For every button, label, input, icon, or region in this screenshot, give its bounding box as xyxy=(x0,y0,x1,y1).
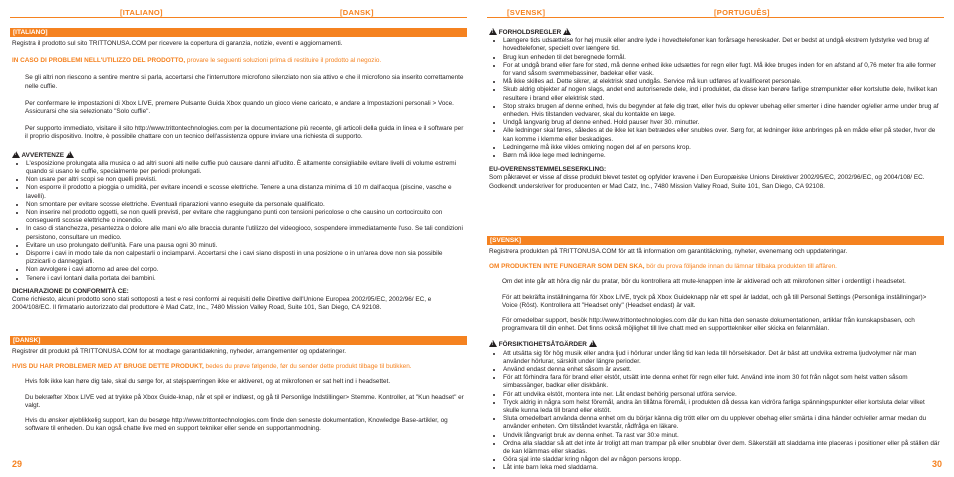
list-item: • In caso di stanchezza, pesantezza o dolore alle mani e/o alle braccia durante l'utilizzo del videogioco, sospendere immediatamente l'uso. Se tali condizioni persistono, consultare un medico. xyxy=(26,225,465,241)
warning-icon xyxy=(66,151,74,158)
header-dansk: [DANSK] xyxy=(340,8,374,17)
sv-problem-heading: OM PRODUKTEN INTE FUNGERAR SOM DEN SKA, xyxy=(489,263,645,271)
da-conformity-text: Som påkrævet er visse af disse produkt blevet testet og opfylder kravene i Den Europæiske Unions Direktiver 2002/95/EC, 2002/96/EC, og 2004/108/ EC. Godkendt underskriver for producenten er Mad Catz, Inc., 7480 Mission Valley Road, Suite 101, San Diego, CA 92108. xyxy=(489,174,925,190)
list-item: • Använd endast denna enhet såsom är avsett. xyxy=(503,366,942,374)
sv-problem-text: bör du prova följande innan du lämnar tillbaka produkten till affären. xyxy=(644,263,837,271)
list-item: • För att undvika elstöt, montera inte ner. Låt endast behörig personal utföra service. xyxy=(503,391,942,399)
list-item: • Att utsätta sig för hög musik eller andra ljud i hörlurar under lång tid kan leda till hörselskador. Det är bäst att undvika extrema ljudvolymer när man använder hörlurar, särskilt under längre perioder. xyxy=(503,350,942,366)
header-svensk: [SVENSK] xyxy=(507,8,546,17)
da-warning-list xyxy=(489,37,942,160)
section-bar-italiano: [ITALIANO] xyxy=(10,28,467,37)
list-item: • Skub aldrig objekter af nogen slags, andet end autoriserede dele, ind i produktet, da disse kan berøre farlige strømpunkter eller kortslutte dele, hvilket kan resultere i brand eller elektrisk stød. xyxy=(503,86,942,102)
dansk-content xyxy=(12,348,465,433)
list-item: • Undgå langvarig brug af denne enhed. Hold pauser hver 30. minutter. xyxy=(503,119,942,127)
page-number-right: 30 xyxy=(931,459,942,469)
list-item: • Ordna alla sladdar så att det inte är troligt att man trampar på eller snubblar över dem. Säkerställ att sladdarna inte placeras i positioner eller på ställen där de kan klämmas eller skadas. xyxy=(503,440,942,456)
list-item: • Göra sjal inte sladdar kring någon del av någon persons kropp. xyxy=(503,456,942,464)
warning-icon xyxy=(563,28,571,35)
list-item: • Låt inte barn leka med sladdarna. xyxy=(503,464,942,472)
list-item: • Non inserire nel prodotto oggetti, se non quelli previsti, per evitare che raggiungano punti con tensioni pericolose o che causino un cortocircuito con conseguenti scosse elettriche o incendio. xyxy=(26,209,465,225)
it-warning-title: AVVERTENZE xyxy=(21,151,65,159)
warning-icon xyxy=(589,340,597,347)
header-portugues: [PORTUGUÊS] xyxy=(714,8,770,17)
header-italiano: [ITALIANO] xyxy=(120,8,163,17)
da-conformity-title: EU-OVERENSSTEMMELSESERKLING: xyxy=(489,166,607,174)
it-problem-heading: IN CASO DI PROBLEMI NELL'UTILIZZO DEL PRODOTTO, xyxy=(12,57,186,65)
da-tip-1: Hvis folk ikke kan høre dig tale, skal du sørge for, at støjspærringen ikke er aktiveret, og at mikrofonen er sat helt ind i headsettet. xyxy=(25,378,391,386)
list-item: • Længere tids udsættelse for høj musik eller andre lyde i hovedtelefoner kan forårsage hereskader. Det er bedst at undgå ekstrem lydstyrke ved brug af hovedtelefoner, specielt over længere tid. xyxy=(503,37,942,53)
it-tip-2: Per confermare le impostazioni di Xbox LIVE, premere Pulsante Guida Xbox quando un gioco viene caricato, e andare a Impostazioni personali > Voce. Assicurarsi che sia selezionato "Solo cuffie". xyxy=(25,99,454,116)
sv-tip-2: För att bekräfta inställningarna för Xbox LIVE, tryck på Xbox Guideknapp när ett spel är laddat, och gå till Personal Settings (Personliga inställningar)> Voice (Röst). Kontrollera att "Headset only" (Headset endast) är valt. xyxy=(502,293,927,309)
list-item: • Non smontare per evitare scosse elettriche. Eventuali riparazioni vanno eseguite da personale qualificato. xyxy=(26,201,465,209)
section-bar-svensk: [SVENSK] xyxy=(487,236,944,245)
list-item: • Alle ledninger skal føres, således at de ikke let kan betrædes eller snubles over. Sørg for, at ledninger ikke anbringes på en måde eller på steder, hvor de kan komme i klemme eller beskadiges. xyxy=(503,127,942,143)
warning-icon xyxy=(489,340,497,347)
sv-tip-1: Om det inte går att höra dig när du pratar, bör du kontrollera att mute-knappen inte är aktiverad och att mikrofonen sitter i ordentligt i headsetet. xyxy=(502,278,906,286)
list-item: • För att förhindra fara för brand eller elstöt, utsätt inte denna enhet för regn eller fukt. Använd inte inom 30 fot från något som helst vatten såsom simbassänger, badkar eller diskbänk. xyxy=(503,374,942,390)
header-divider xyxy=(10,17,467,18)
da-warning-title: FORHOLDSREGLER xyxy=(498,29,562,36)
header-divider xyxy=(487,17,944,18)
list-item: • Ledningerne må ikke vikles omkring nogen del af en persons krop. xyxy=(503,144,942,152)
da-problem-text: bedes du prøve følgende, før du sender dette produkt tilbage til butikken. xyxy=(203,363,412,371)
list-item: • Sluta omedelbart använda denna enhet om du börjar känna dig trött eller om du upplever obehag eller smärta i dina händer och/eller armar medan du använder enheten. Om tillståndet kvarstår, rådfråga en läkare. xyxy=(503,415,942,431)
section-bar-dansk: [DANSK] xyxy=(10,336,467,345)
list-item: • Non esporre il prodotto a pioggia o umidità, per evitare incendi e scosse elettriche. Tenere a una distanza minima di 10 m dall'acqua (piscine, vasche e lavelli). xyxy=(26,184,465,200)
sv-register-text: Registrera produkten på TRITTONUSA.COM för att få information om garantitäckning, nyheter, evenemang och uppdateringar. xyxy=(489,248,848,255)
list-item: • Tenere i cavi lontani dalla portata dei bambini. xyxy=(26,275,465,283)
sv-tip-3: För omedelbar support, besök http://www.trittontechnologies.com där du kan hitta den senaste dokumentationen, artiklar från kunskapsbasen, och programvara till din enhet. Det finns också möjlighet till live chatt med en supporttekniker eller skicka en felanmälan. xyxy=(502,317,915,333)
warning-icon xyxy=(12,151,20,158)
list-item: • Evitare un uso prolungato dell'unità. Fare una pausa ogni 30 minuti. xyxy=(26,242,465,250)
svensk-content xyxy=(489,248,942,473)
list-item: • Stop straks brugen af denne enhed, hvis du begynder at føle dig træt, eller hvis du oplever ubehag eller smerter i dine hænder og/eller arme under brug af enheden. Hvis tilstanden vedvarer, skal du kontakte en læge. xyxy=(503,103,942,119)
sv-warning-title: FÖRSIKTIGHETSÅTGÄRDER xyxy=(498,341,587,349)
list-item: • Må ikke skilles ad. Dette sikrer, at elektrisk stød undgås. Service må kun udføres af kvalificeret personale. xyxy=(503,78,942,86)
list-item: • Undvik långvarigt bruk av denna enhet. Ta rast var 30:e minut. xyxy=(503,432,942,440)
da-tip-2: Du bekræfter Xbox LIVE ved at trykke på Xbox Guide-knap, når et spil er indlæst, og gå til Personlige Indstillinger> Stemme. Kontroller, at "Kun headset" er valgt. xyxy=(25,393,464,409)
list-item: • Disporre i cavi in modo tale da non calpestarli o inciamparvi. Accertarsi che i cavi siano disposti in una posizione o in un'area dove non sia possibile pizzicarli o danneggiarli. xyxy=(26,250,465,266)
it-register-text: Registra il prodotto sul sito TRITTONUSA.COM per ricevere la copertura di garanzia, notizie, eventi e aggiornamenti. xyxy=(12,40,343,47)
it-tip-1: Se gli altri non riescono a sentire mentre si parla, accertarsi che l'interruttore microfono silenziato non sia attivo e che il microfono sia inserito correttamente nelle cuffie. xyxy=(25,74,464,90)
da-tip-3: Hvis du ønsker øjeblikkelig support, kan du besøge http://www.trittontechnologies.com finde den seneste dokumentation, Knowledge Base-artikler, og software til enheden. Du kan også chatte live med en support tekniker eller sende en supportanmodning. xyxy=(25,417,448,433)
it-conformity-title: DICHIARAZIONE DI CONFORMITÀ CE: xyxy=(12,287,129,295)
it-problem-text: provare le seguenti soluzioni prima di restituire il prodotto al negozio. xyxy=(185,57,382,65)
list-item: • Non usare per altri scopi se non quelli previsti. xyxy=(26,176,465,184)
it-tip-3: Per supporto immediato, visitare il sito http://www.trittontechnologies.com per la documentazione più recente, gli articoli della guida in linea e il software per il proprio dispositivo. Inoltre, è possibile chattare con un tecnico dell'assistenza oppure inviare una richiesta di supporto. xyxy=(25,125,464,141)
italiano-content xyxy=(12,40,465,312)
list-item: • Børn må ikke lege med ledningerne. xyxy=(503,152,942,160)
list-item: • Tryck aldrig in några som helst föremål, andra än tillåtna föremål, i produkten då dessa kan vidröra farliga spänningspunkter eller kortsluta delar vilket skulle kunna leda till brand eller elstöt. xyxy=(503,399,942,415)
dansk-precautions-content xyxy=(489,28,942,191)
right-page xyxy=(477,0,954,477)
list-item: • L'esposizione prolungata alla musica o ad altri suoni alti nelle cuffie può causare danni all'udito. È altamente consigliabile evitare livelli di volume estremi quando si usano le cuffie, specialmente per periodi prolungati. xyxy=(26,160,465,176)
da-problem-heading: HVIS DU HAR PROBLEMER MED AT BRUGE DETTE PRODUKT, xyxy=(12,363,204,371)
it-warning-list xyxy=(12,160,465,283)
it-conformity-text: Come richiesto, alcuni prodotto sono stati sottoposti a test e resi conformi ai requisiti delle Direttive dell'Unione Europea 2002/95/EC, 2002/96/ EC, e 2004/108/EC. Il firmatario autorizzato dal produttore è Mad Catz, Inc., 7480 Mission Valley Road, Suite 101, San Diego, CA 92108. xyxy=(12,296,432,312)
sv-warning-list xyxy=(489,350,942,473)
list-item: • Brug kun enheden til det beregnede formål. xyxy=(503,54,942,62)
da-register-text: Registrer dit produkt på TRITTONUSA.COM for at modtage garantidækning, nyheder, arrangementer og opdateringer. xyxy=(12,348,347,355)
page-number-left: 29 xyxy=(12,459,23,469)
list-item: • Non avvolgere i cavi attorno ad aree del corpo. xyxy=(26,266,465,274)
warning-icon xyxy=(489,28,497,35)
list-item: • For at undgå brand eller fare for stød, må denne enhed ikke udsættes for regn eller fugt. Må ikke bruges inden for en afstand af 0,76 meter fra alle former for vand såsom svømmebassiner, badekar eller vask. xyxy=(503,62,942,78)
